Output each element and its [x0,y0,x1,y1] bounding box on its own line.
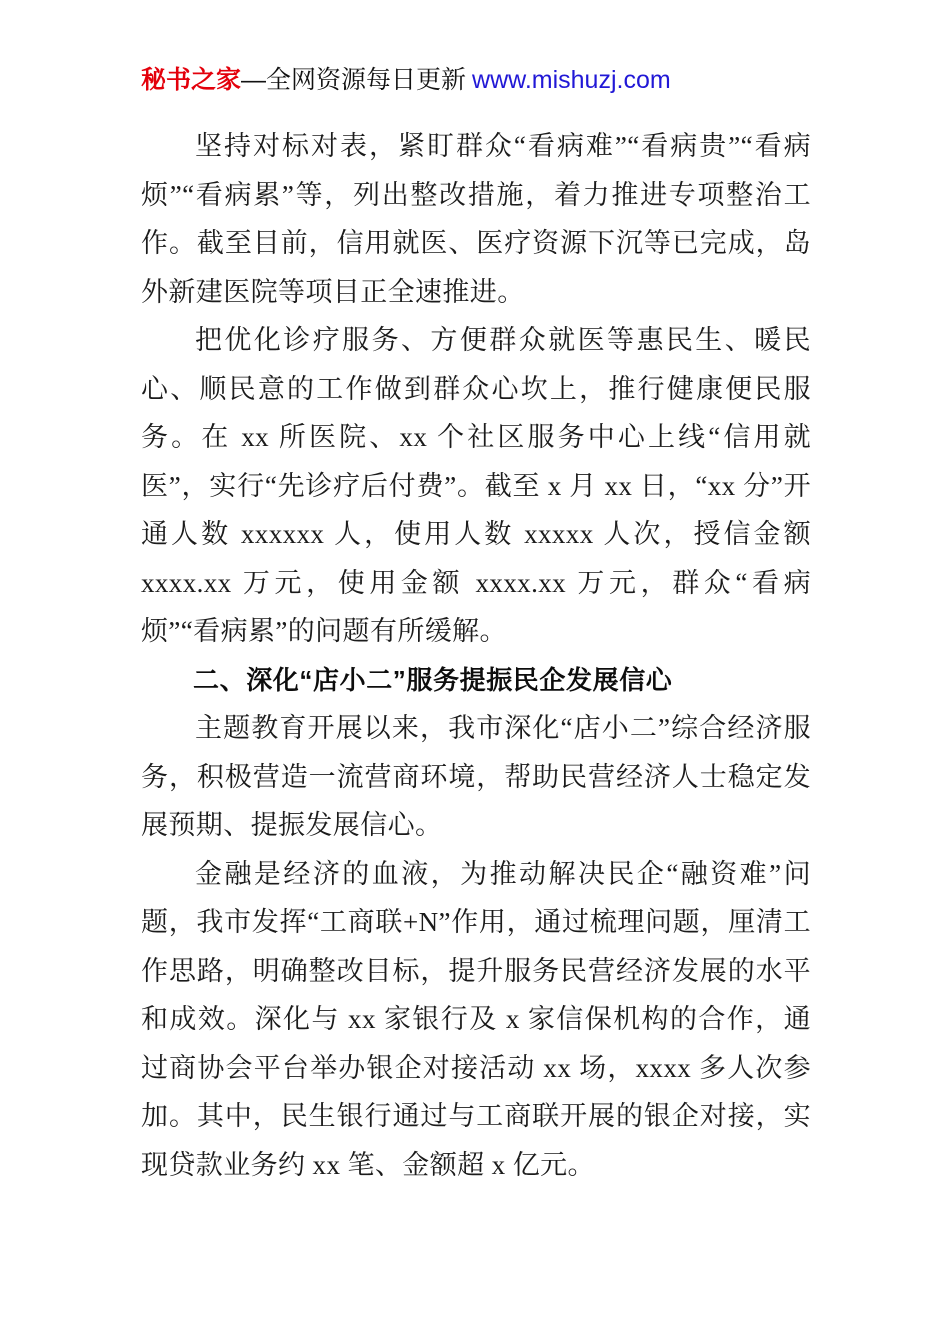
site-watermark-banner [141,66,821,95]
paragraph-4: 金融是经济的血液，为推动解决民企“融资难”问题，我市发挥“工商联+N”作用，通过梳理问题，厘清工作思路，明确整改目标，提升服务民营经济发展的水平和成效。深化与 xx 家银行及 x 家信保机构的合作，通过商协会平台举办银企对接活动 xx 场，xxxx 多人次参加。其中，民生银行通过与工商联开展的银企对接，实现贷款业务约 xx 笔、金额超 x 亿元。 [141,858,811,1180]
banner-tagline-text: —全网资源每日更新 [241,66,467,94]
document-body [141,122,811,1189]
banner-url-text[interactable]: www.mishuzj.com [472,66,671,94]
section-heading-2: 二、深化“店小二”服务提振民企发展信心 [193,664,673,695]
banner-brand-text: 秘书之家 [141,66,242,94]
paragraph-1: 坚持对标对表，紧盯群众“看病难”“看病贵”“看病烦”“看病累”等，列出整改措施，着力推进专项整治工作。截至目前，信用就医、医疗资源下沉等已完成，岛外新建医院等项目正全速推进。 [141,131,811,307]
paragraph-3: 主题教育开展以来，我市深化“店小二”综合经济服务，积极营造一流营商环境，帮助民营经济人士稳定发展预期、提振发展信心。 [141,713,811,840]
paragraph-2: 把优化诊疗服务、方便群众就医等惠民生、暖民心、顺民意的工作做到群众心坎上，推行健康便民服务。在 xx 所医院、xx 个社区服务中心上线“信用就医”，实行“先诊疗后付费”。截至 x 月 xx 日，“xx 分”开通人数 xxxxxx 人，使用人数 xxxxx 人次，授信金额 xxxx.xx 万元，使用金额 xxxx.xx 万元，群众“看病烦”“看病累”的问题有所缓解。 [141,325,811,646]
